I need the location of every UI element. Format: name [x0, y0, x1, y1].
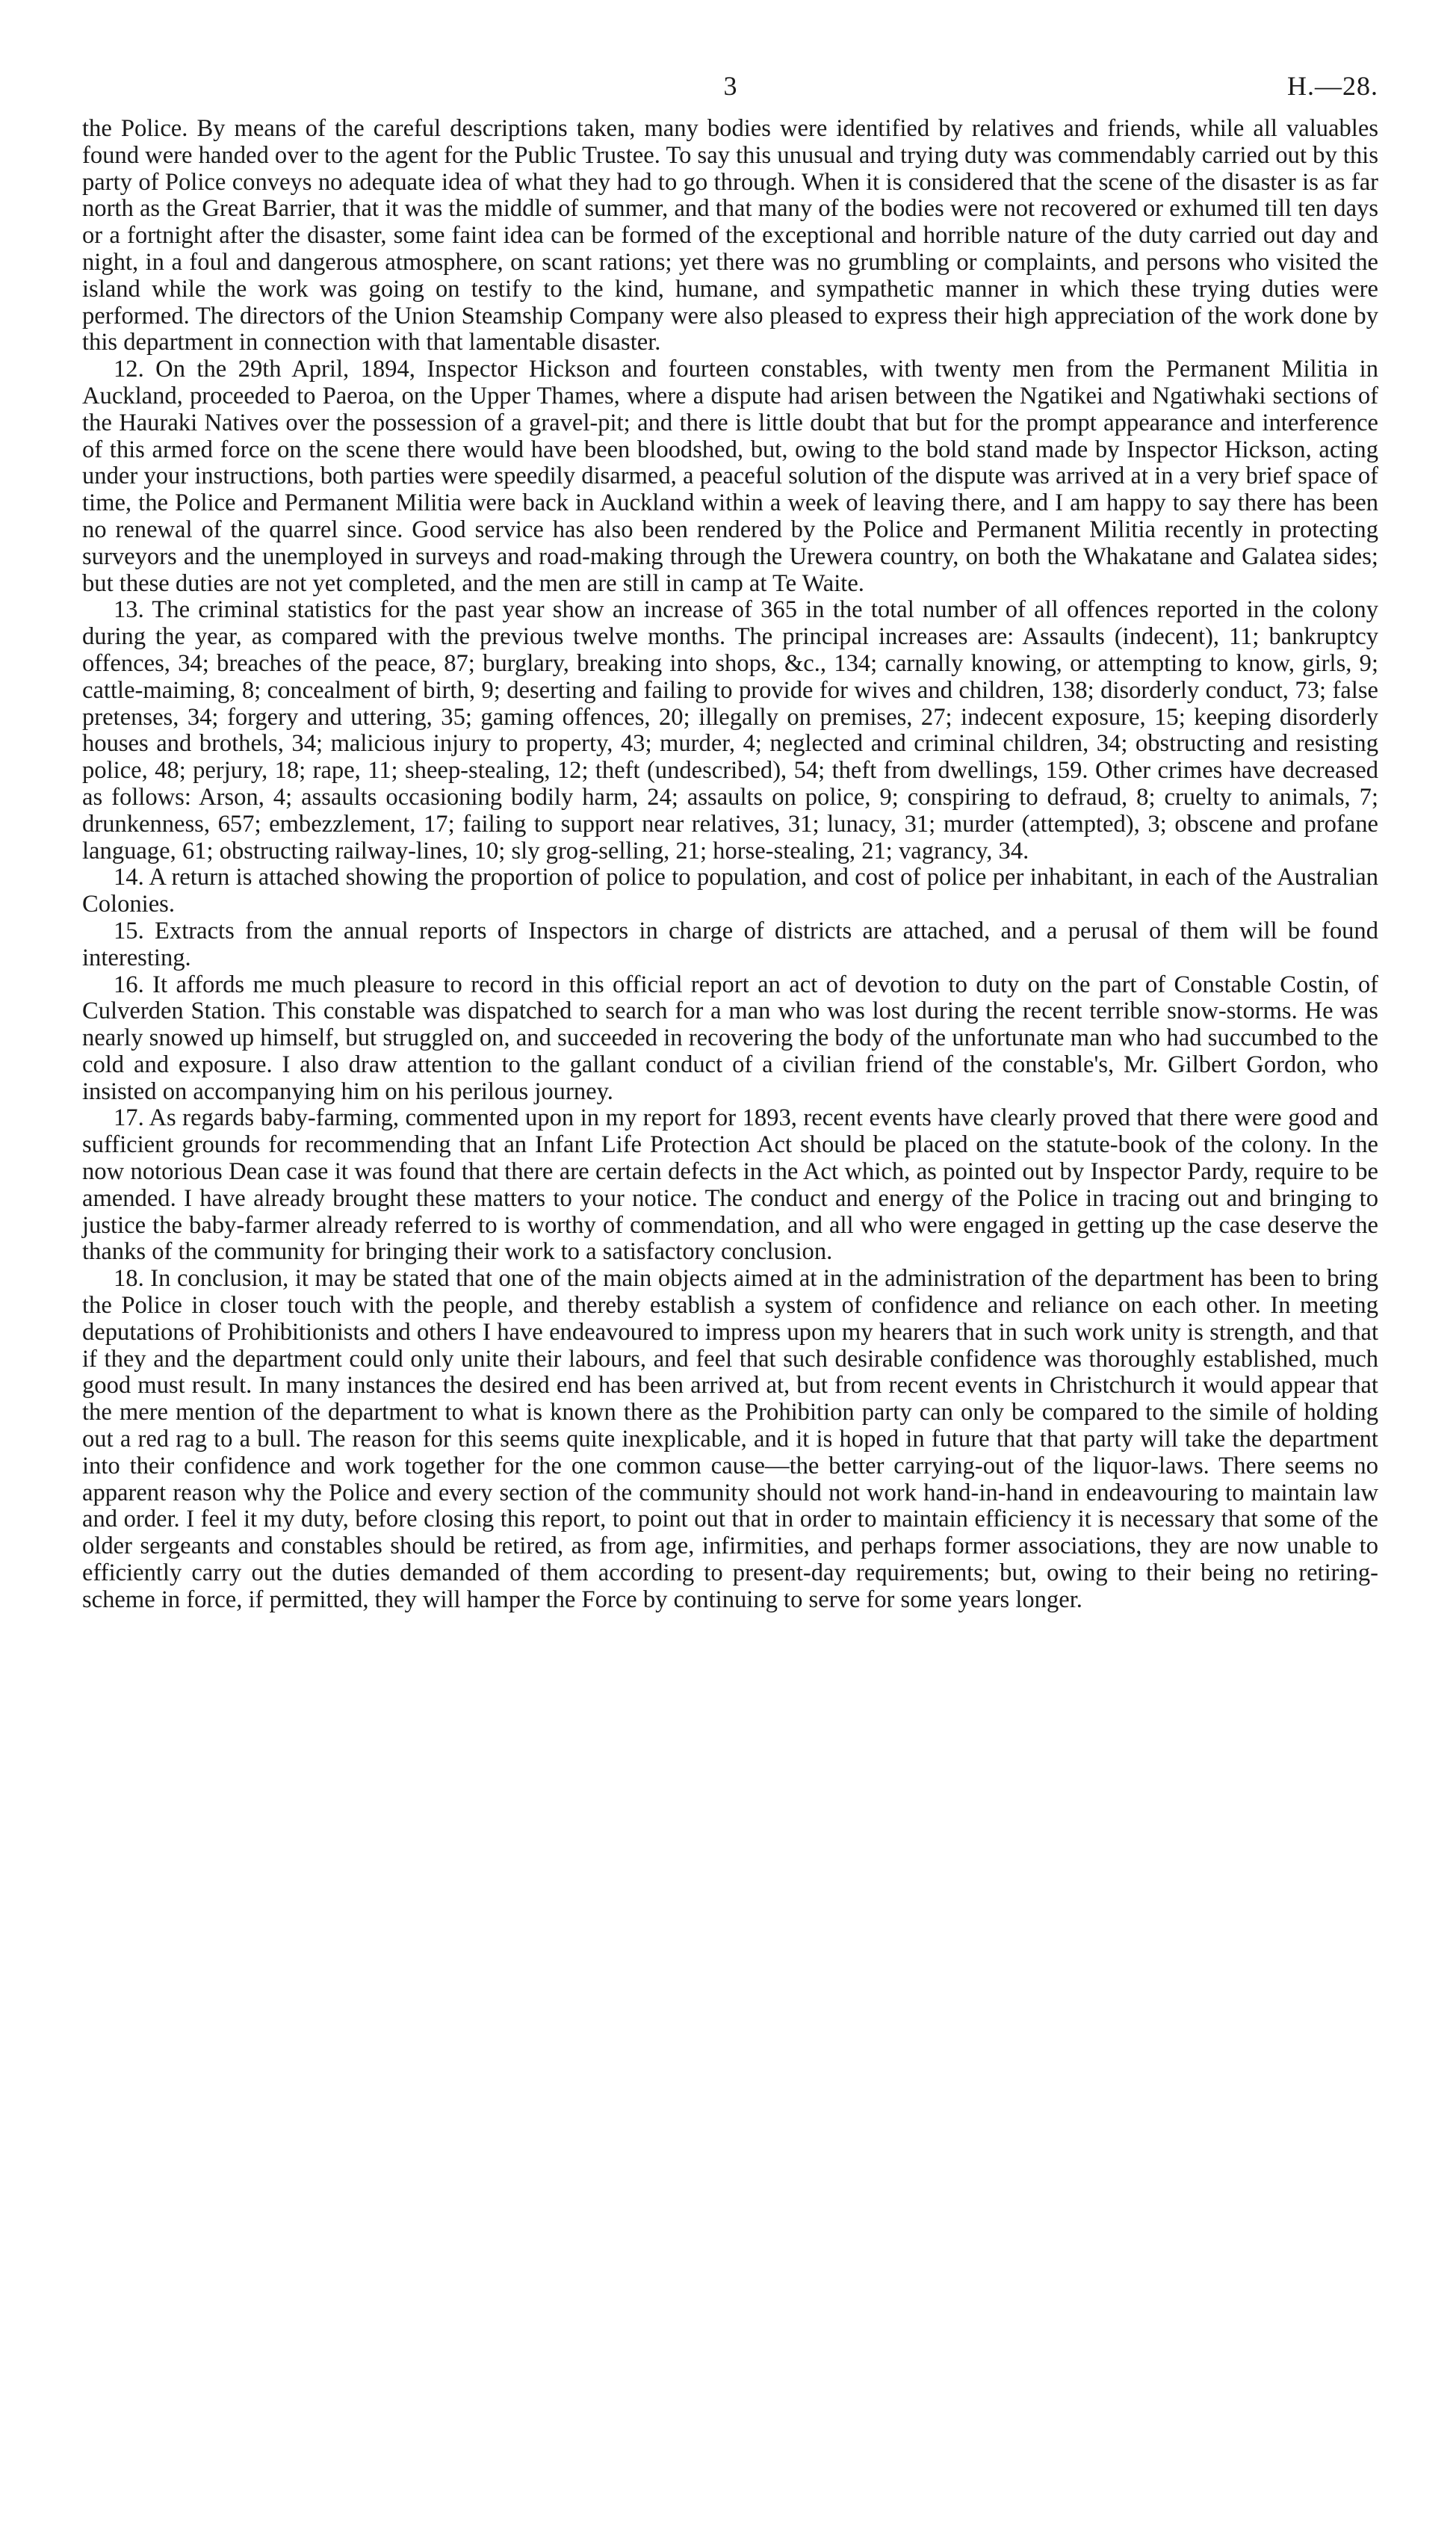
paragraph-14: 14. A return is attached showing the proportion of police to population, and cost of police per inhabitant, in each of the Australian Colonies. — [82, 864, 1378, 918]
document-page — [82, 71, 1378, 1614]
paragraph-continuation: the Police. By means of the careful descriptions taken, many bodies were identified by relatives and friends, while all valuables found were handed over to the agent for the Public Trustee. To say this unusual and trying duty was commendably carried out by this party of Police conveys no adequate idea of what they had to go through. When it is considered that the scene of the disaster is as far north as the Great Barrier, that it was the middle of summer, and that many of the bodies were not recovered or exhumed till ten days or a fortnight after the disaster, some faint idea can be formed of the exceptional and horrible nature of the duty carried out day and night, in a foul and dangerous atmosphere, on scant rations; yet there was no grumbling or complaints, and persons who visited the island while the work was going on testify to the kind, humane, and sympathetic manner in which these trying duties were performed. The directors of the Union Steamship Company were also pleased to express their high appreciation of the work done by this department in connection with that lamentable disaster. — [82, 115, 1378, 356]
page-number: 3 — [723, 71, 737, 101]
paragraph-17: 17. As regards baby-farming, commented upon in my report for 1893, recent events have clearly proved that there were good and sufficient grounds for recommending that an Infant Life Protection Act should be placed on the statute-book of the colony. In the now notorious Dean case it was found that there are certain defects in the Act which, as pointed out by Inspector Pardy, require to be amended. I have already brought these matters to your notice. The conduct and energy of the Police in tracing out and bringing to justice the baby-farmer already referred to is worthy of commendation, and all who were engaged in getting up the case deserve the thanks of the community for bringing their work to a satisfactory conclusion. — [82, 1104, 1378, 1266]
document-reference: H.—28. — [1287, 71, 1378, 101]
report-body — [82, 116, 1378, 1614]
paragraph-12: 12. On the 29th April, 1894, Inspector Hickson and fourteen constables, with twenty men from the Permanent Militia in Auckland, proceeded to Paeroa, on the Upper Thames, where a dispute had arisen between the Ngatikei and Ngatiwhaki sections of the Hauraki Natives over the possession of a gravel-pit; and there is little doubt that but for the prompt appearance and interference of this armed force on the scene there would have been bloodshed, but, owing to the bold stand made by Inspector Hickson, acting under your instructions, both parties were speedily disarmed, a peaceful solution of the dispute was arrived at in a very brief space of time, the Police and Permanent Militia were back in Auckland within a week of leaving there, and I am happy to say there has been no renewal of the quarrel since. Good service has also been rendered by the Police and Permanent Militia recently in protecting surveyors and the unemployed in surveys and road-making through the Urewera country, on both the Whakatane and Galatea sides; but these duties are not yet completed, and the men are still in camp at Te Waite. — [82, 356, 1378, 597]
paragraph-15: 15. Extracts from the annual reports of Inspectors in charge of districts are attached, and a perusal of them will be found interesting. — [82, 917, 1378, 971]
paragraph-16: 16. It affords me much pleasure to record in this official report an act of devotion to duty on the part of Constable Costin, of Culverden Station. This constable was dispatched to search for a man who was lost during the recent terrible snow-storms. He was nearly snowed up himself, but struggled on, and succeeded in recovering the body of the unfortunate man who had succumbed to the cold and exposure. I also draw attention to the gallant conduct of a civilian friend of the constable's, Mr. Gilbert Gordon, who insisted on accompanying him on his perilous journey. — [82, 971, 1378, 1105]
paragraph-18: 18. In conclusion, it may be stated that one of the main objects aimed at in the administration of the department has been to bring the Police in closer touch with the people, and thereby establish a system of confidence and reliance on each other. In meeting deputations of Prohibitionists and others I have endeavoured to impress upon my hearers that in such work unity is strength, and that if they and the department could only unite their labours, and feel that such desirable confidence was thoroughly established, much good must result. In many instances the desired end has been arrived at, but from recent events in Christchurch it would appear that the mere mention of the department to what is known there as the Prohibition party can only be compared to the simile of holding out a red rag to a bull. The reason for this seems quite inexplicable, and it is hoped in future that that party will take the department into their confidence and work together for the one common cause—the better carrying-out of the liquor-laws. There seems no apparent reason why the Police and every section of the community should not work hand-in-hand in endeavouring to maintain law and order. I feel it my duty, before closing this report, to point out that in order to maintain efficiency it is necessary that some of the older sergeants and constables should be retired, as from age, infirmities, and perhaps former associations, they are now unable to efficiently carry out the duties demanded of them according to present-day requirements; but, owing to their being no retiring-scheme in force, if permitted, they will hamper the Force by continuing to serve for some years longer. — [82, 1265, 1378, 1613]
paragraph-13: 13. The criminal statistics for the past year show an increase of 365 in the total number of all offences reported in the colony during the year, as compared with the previous twelve months. The principal increases are: Assaults (indecent), 11; bankruptcy offences, 34; breaches of the peace, 87; burglary, breaking into shops, &c., 134; carnally knowing, or attempting to know, girls, 9; cattle-maiming, 8; concealment of birth, 9; deserting and failing to provide for wives and children, 138; disorderly conduct, 73; false pretenses, 34; forgery and uttering, 35; gaming offences, 20; illegally on premises, 27; indecent exposure, 15; keeping disorderly houses and brothels, 34; malicious injury to property, 43; murder, 4; neglected and criminal children, 34; obstructing and resisting police, 48; perjury, 18; rape, 11; sheep-stealing, 12; theft (undescribed), 54; theft from dwellings, 159. Other crimes have decreased as follows: Arson, 4; assaults occasioning bodily harm, 24; assaults on police, 9; conspiring to defraud, 8; cruelty to animals, 7; drunkenness, 657; embezzlement, 17; failing to support near relatives, 31; lunacy, 31; murder (attempted), 3; obscene and profane language, 61; obstructing railway-lines, 10; sly grog-selling, 21; horse-stealing, 21; vagrancy, 34. — [82, 596, 1378, 865]
page-header — [82, 71, 1378, 116]
